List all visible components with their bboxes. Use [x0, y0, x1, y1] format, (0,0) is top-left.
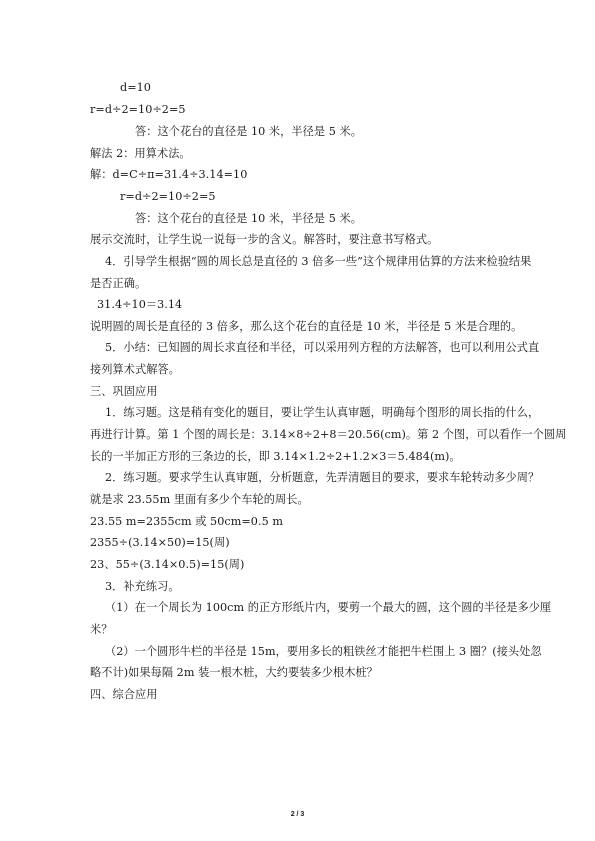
text-line: （2）一个圆形牛栏的半径是 15m，要用多长的粗铁丝才能把牛栏围上 3 圈？(接头处忽 [105, 645, 542, 658]
text-line: 长的一半加正方形的三条边的长，即 3.14×1.2÷2+1.2×3＝5.484(m)。 [90, 450, 461, 463]
text-line: d=10 [120, 81, 151, 94]
text-line: r=d÷2=10÷2=5 [90, 103, 186, 116]
page-number: 2 / 3 [290, 811, 305, 818]
text-line: 3．补充练习。 [105, 580, 180, 593]
text-line: 23、55÷(3.14×0.5)=15(周) [90, 558, 245, 571]
text-line: （1）在一个周长为 100cm 的正方形纸片内，要剪一个最大的圆，这个圆的半径是多少厘 [105, 601, 552, 614]
text-line: 答：这个花台的直径是 10 米，半径是 5 米。 [135, 212, 362, 225]
text-line: 是否正确。 [90, 277, 147, 290]
text-line: 2．练习题。要求学生认真审题，分析题意，先弄清题目的要求，要求车轮转动多少周？ [105, 471, 540, 484]
text-line: r=d÷2=10÷2=5 [120, 190, 216, 203]
text-line: 说明圆的周长是直径的 3 倍多，那么这个花台的直径是 10 米，半径是 5 米是合理的。 [90, 320, 523, 333]
text-line: 展示交流时，让学生说一说每一步的含义。解答时，要注意书写格式。 [90, 233, 439, 246]
text-line: 答：这个花台的直径是 10 米，半径是 5 米。 [135, 125, 362, 138]
section-heading: 三、巩固应用 [90, 385, 158, 398]
text-line: 略不计)如果每隔 2m 装一根木桩，大约要装多少根木桩？ [90, 666, 378, 679]
text-line: 再进行计算。第 1 个图的周长是：3.14×8÷2+8＝20.56(cm)。第 2 个图，可以看作一个圆周 [90, 428, 567, 441]
section-heading: 四、综合应用 [90, 688, 158, 701]
text-line: 接列算术式解答。 [90, 363, 180, 376]
text-line: 2355÷(3.14×50)=15(周) [90, 536, 230, 549]
text-line: 4．引导学生根据“圆的周长总是直径的 3 倍多一些”这个规律用估算的方法来检验结果 [105, 255, 532, 268]
text-line: 1．练习题。这是稍有变化的题目，要让学生认真审题，明确每个图形的周长指的什么， [105, 406, 540, 419]
text-line: 31.4÷10＝3.14 [97, 298, 183, 311]
text-line: 5．小结：已知圆的周长求直径和半径，可以采用列方程的方法解答，也可以利用公式直 [105, 341, 540, 354]
text-line: 解：d=C÷π=31.4÷3.14=10 [90, 168, 248, 181]
text-line: 解法 2：用算术法。 [90, 147, 191, 160]
text-line: 米？ [90, 623, 113, 636]
text-line: 23.55 m=2355cm 或 50cm=0.5 m [90, 515, 284, 528]
text-line: 就是求 23.55m 里面有多少个车轮的周长。 [90, 493, 309, 506]
